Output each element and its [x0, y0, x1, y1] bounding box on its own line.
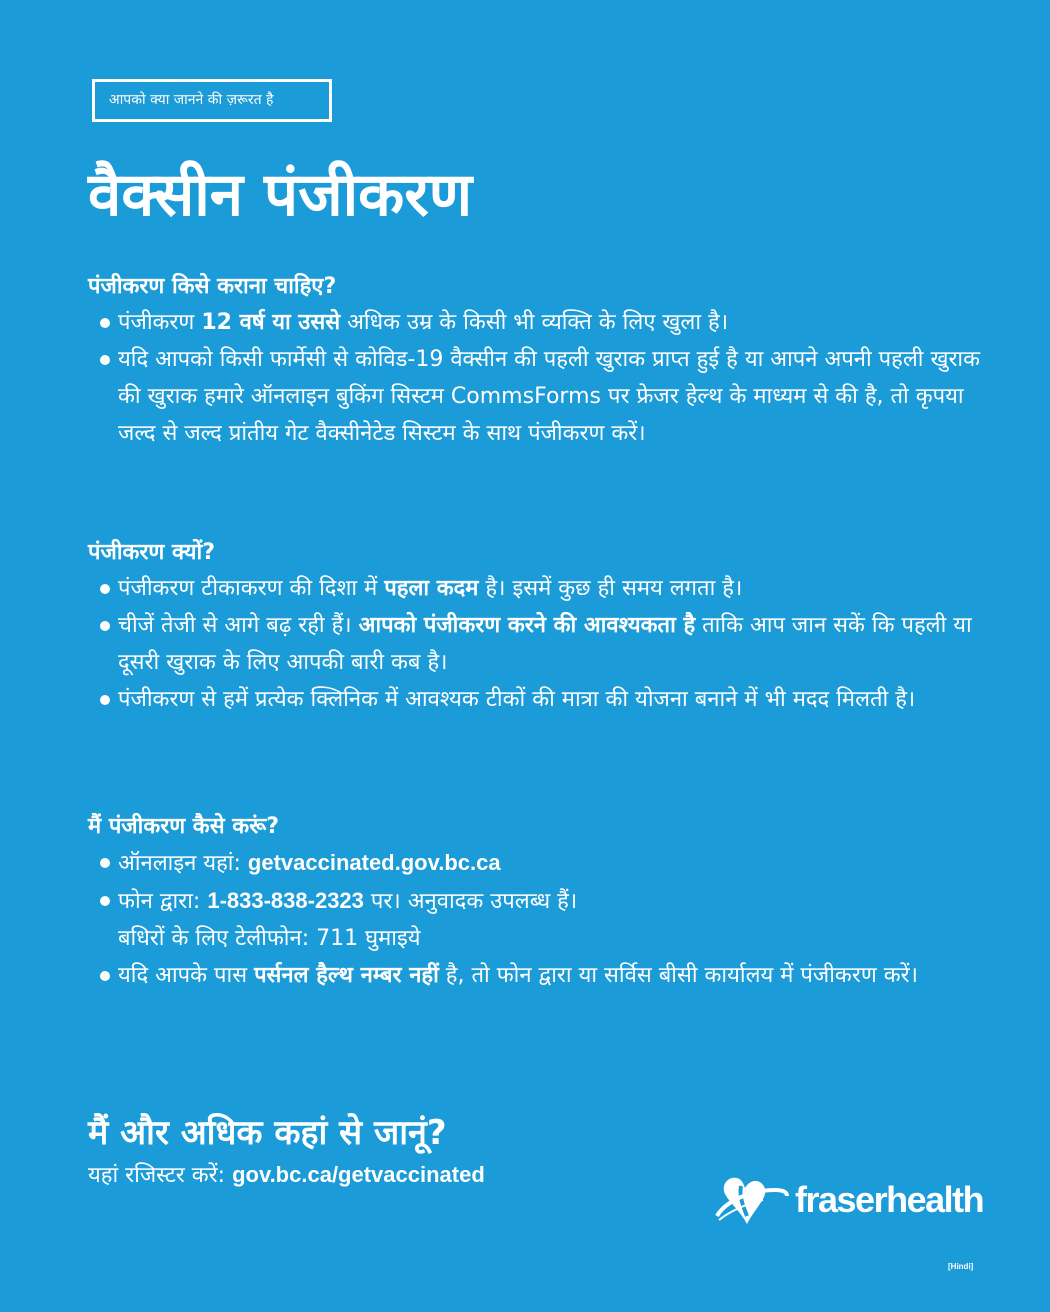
- phone-number-link[interactable]: 1-833-838-2323: [207, 888, 364, 913]
- language-tag: [Hindi]: [948, 1262, 974, 1271]
- item-emphasis: आपको पंजीकरण करने की आवश्यकता है: [358, 613, 696, 638]
- item-text: पंजीकरण: [118, 310, 202, 335]
- item-text: ऑनलाइन यहां:: [118, 851, 248, 876]
- fraser-health-heart-icon: [715, 1172, 789, 1228]
- section-heading: पंजीकरण किसे कराना चाहिए?: [88, 274, 337, 299]
- section-how: [88, 810, 1008, 994]
- list-item-continuation: [88, 920, 1008, 957]
- item-text: फोन द्वारा:: [118, 889, 208, 914]
- item-text: यदि आपके पास: [118, 963, 255, 988]
- item-emphasis: पहला कदम: [384, 576, 479, 601]
- list-item: [88, 304, 1008, 341]
- item-text: पर। अनुवादक उपलब्ध हैं।: [363, 889, 578, 914]
- bullet-list: [88, 304, 1008, 452]
- logo-text: fraserhealth: [795, 1179, 984, 1220]
- register-line: [88, 1158, 485, 1193]
- list-item: [88, 607, 1008, 681]
- fraser-health-logo: [715, 1172, 983, 1228]
- item-text: चीजें तेजी से आगे बढ़ रही हैं।: [118, 613, 359, 638]
- register-link[interactable]: gov.bc.ca/getvaccinated: [232, 1162, 485, 1187]
- item-text: है, तो फोन द्वारा या सर्विस बीसी कार्यालय में पंजीकरण करें।: [438, 963, 918, 988]
- bullet-list: [88, 570, 1008, 718]
- item-text: यदि आपको किसी फार्मेसी से कोविड-19 वैक्सीन की पहली खुराक प्राप्त हुई है या आपने अपनी पहली खुराक की खुराक हमारे ऑनलाइन बुकिंग सिस्टम CommsForms पर फ्रेजर हेल्थ के माध्यम से की है, तो कृपया जल्द से जल्द प्रांतीय गेट वैक्सीनेटेड सिस्टम के साथ पंजीकरण करें।: [118, 347, 981, 446]
- online-registration-link[interactable]: getvaccinated.gov.bc.ca: [247, 850, 501, 875]
- list-item: [88, 681, 1008, 718]
- item-text: ताकि आप जान सकें कि पहली या दूसरी खुराक के लिए आपकी बारी कब है।: [118, 613, 972, 675]
- item-text: है। इसमें कुछ ही समय लगता है।: [478, 576, 743, 601]
- item-text: बधिरों के लिए टेलीफोन: 711 घुमाइये: [118, 926, 421, 951]
- item-text: अधिक उम्र के किसी भी व्यक्ति के लिए खुला है।: [340, 310, 729, 335]
- topic-tag-label: आपको क्या जानने की ज़रूरत है: [109, 92, 274, 108]
- topic-tag: [92, 79, 332, 122]
- bullet-list: [88, 844, 1008, 994]
- list-item: [88, 957, 1008, 994]
- item-emphasis: 12 वर्ष या उससे: [201, 310, 341, 335]
- item-emphasis: पर्सनल हैल्थ नम्बर नहीं: [254, 963, 439, 988]
- list-item: [88, 882, 1008, 920]
- list-item: [88, 341, 1008, 452]
- section-who: [88, 270, 1008, 452]
- item-text: पंजीकरण से हमें प्रत्येक क्लिनिक में आवश्यक टीकों की मात्रा की योजना बनाने में भी मदद मिलती है।: [118, 687, 916, 712]
- section-heading: मैं पंजीकरण कैसे करूं?: [88, 814, 279, 839]
- list-item: [88, 844, 1008, 882]
- item-text: पंजीकरण टीकाकरण की दिशा में: [118, 576, 385, 601]
- section-why: [88, 536, 1008, 718]
- section-heading: पंजीकरण क्यों?: [88, 540, 215, 565]
- list-item: [88, 570, 1008, 607]
- learn-more-heading: मैं और अधिक कहां से जानूं?: [88, 1113, 447, 1153]
- page-title: वैक्सीन पंजीकरण: [88, 160, 473, 230]
- register-prefix: यहां रजिस्टर करें:: [88, 1163, 233, 1188]
